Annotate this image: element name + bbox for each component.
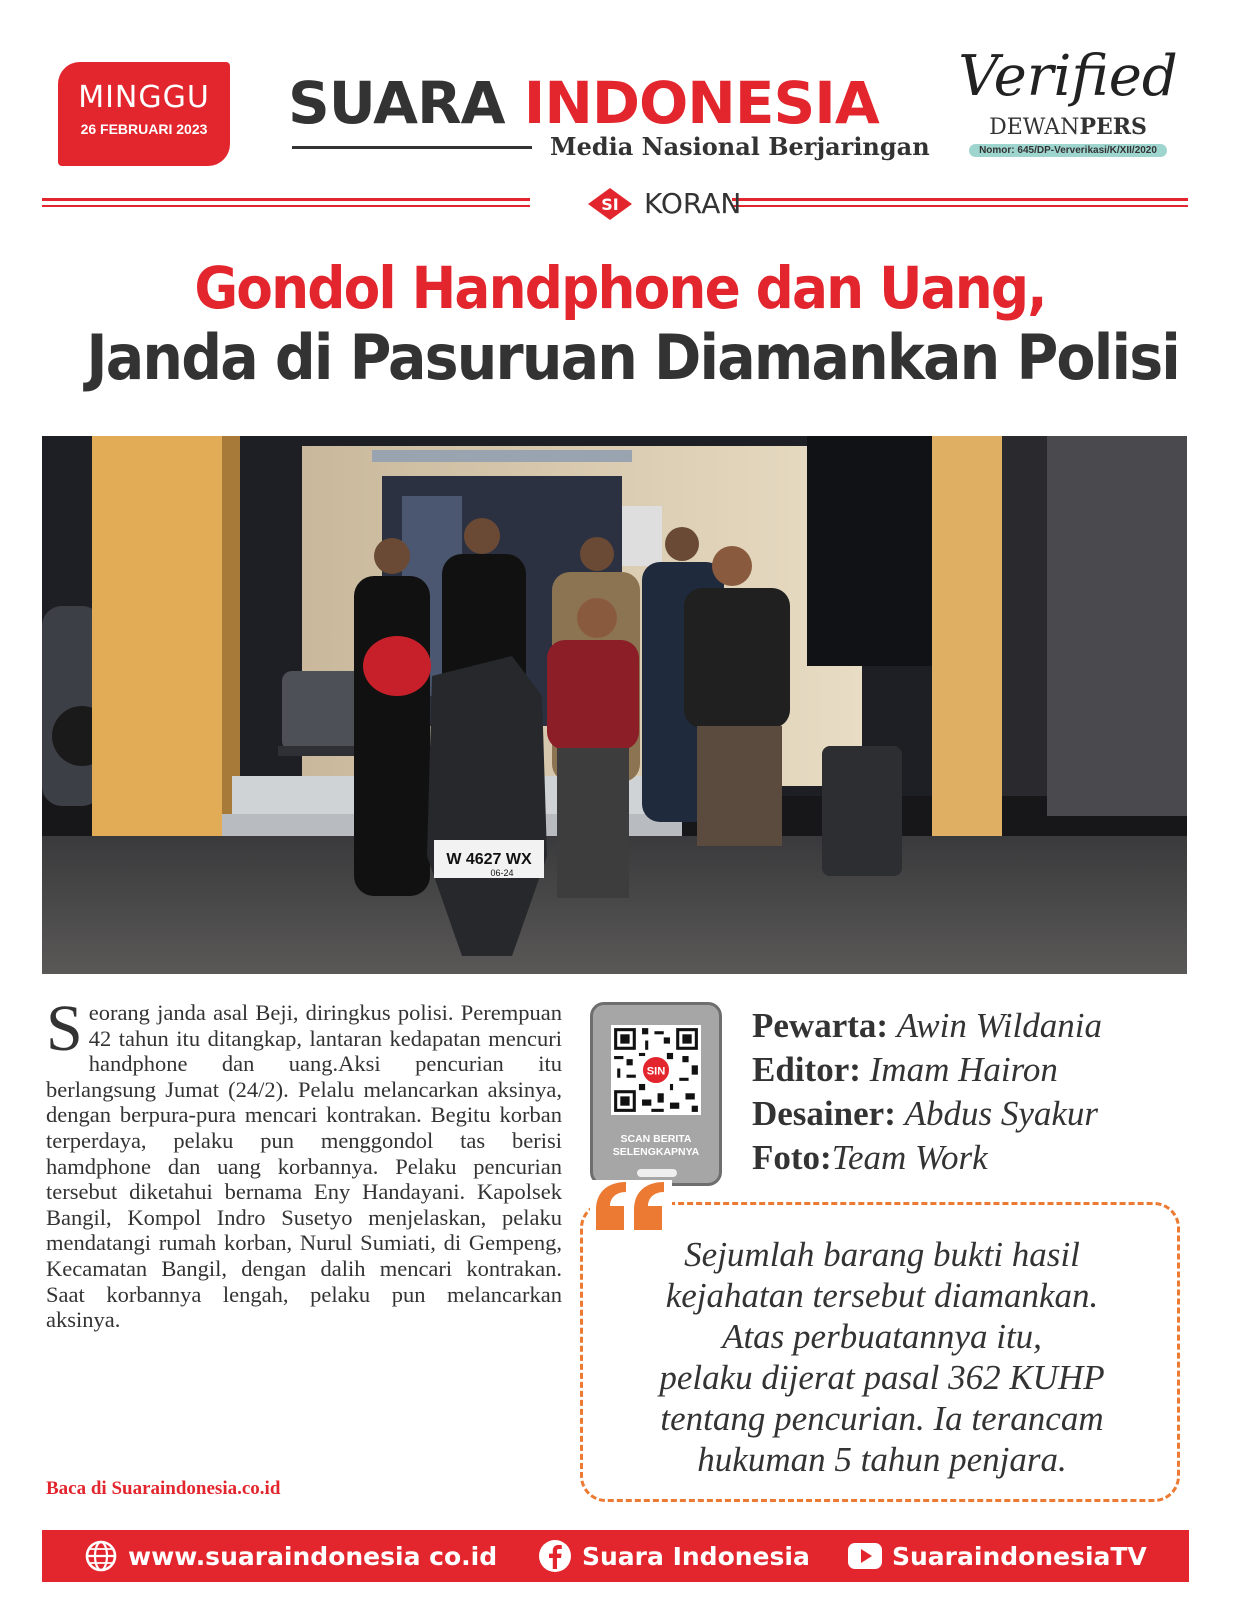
newspaper-logo[interactable] — [288, 70, 938, 170]
credit-editor-name: Imam Hairon — [869, 1050, 1058, 1089]
headline-line1: Gondol Handphone dan Uang, — [194, 254, 1046, 322]
qr-center-badge: SIN — [646, 1065, 666, 1078]
globe-icon — [84, 1539, 118, 1573]
dewan-pers-label-b: PERS — [1079, 114, 1147, 140]
credit-desainer-label: Desainer: — [752, 1094, 896, 1133]
read-more-link[interactable]: Baca di Suaraindonesia.co.id — [46, 1478, 281, 1499]
section-name: KORAN — [644, 187, 742, 220]
credit-desainer — [752, 1092, 1102, 1136]
qr-scan-card[interactable] — [590, 1002, 722, 1186]
quote-line: kejahatan tersebut diamankan. — [665, 1276, 1099, 1315]
footer-bar — [42, 1530, 1189, 1582]
section-rule-left — [42, 198, 530, 207]
license-plate-expiry: 06-24 — [490, 868, 514, 878]
police-station-photo-illustration — [42, 436, 1187, 974]
date-label: 26 FEBRUARI 2023 — [80, 121, 208, 137]
si-logo-text: SI — [601, 195, 619, 214]
footer-website-link[interactable] — [84, 1530, 497, 1582]
brand-name — [288, 70, 938, 136]
qr-caption — [593, 1133, 719, 1159]
dewan-pers-label — [948, 114, 1188, 140]
credit-foto — [752, 1136, 1102, 1180]
day-label: MINGGU — [78, 80, 210, 115]
credit-pewarta-label: Pewarta: — [752, 1006, 889, 1045]
section-rule-right — [732, 198, 1188, 207]
license-plate: W 4627 WX — [446, 851, 532, 868]
quote-line: Atas perbuatannya itu, — [722, 1317, 1042, 1356]
pull-quote-text — [604, 1234, 1160, 1480]
news-photo — [42, 436, 1187, 974]
footer-facebook-link[interactable] — [538, 1530, 810, 1582]
credit-pewarta — [752, 1004, 1102, 1048]
verification-number: Nomor: 645/DP-Ververikasi/K/XII/2020 — [969, 144, 1167, 157]
facebook-icon — [538, 1539, 572, 1573]
footer-website-label: www.suaraindonesia co.id — [128, 1541, 498, 1571]
si-diamond-icon — [588, 188, 632, 220]
quote-line: hukuman 5 tahun penjara. — [697, 1440, 1067, 1479]
credit-editor — [752, 1048, 1102, 1092]
drop-cap: S — [46, 992, 83, 1065]
brand-name-part1: SUARA — [288, 69, 505, 137]
quote-line: tentang pencurian. Ia terancam — [660, 1399, 1104, 1438]
article-body — [46, 992, 562, 1333]
headline-line2: Janda di Pasuruan Diamankan Polisi — [86, 321, 1180, 394]
credit-desainer-name: Abdus Syakur — [904, 1094, 1099, 1133]
footer-facebook-label: Suara Indonesia — [582, 1541, 810, 1571]
brand-name-part2: INDONESIA — [523, 69, 879, 137]
tagline: Media Nasional Berjaringan — [550, 132, 930, 161]
article-credits — [752, 1004, 1102, 1180]
headline — [40, 250, 1200, 398]
qr-caption-line1: SCAN BERITA — [620, 1133, 692, 1145]
quote-line: Sejumlah barang bukti hasil — [684, 1235, 1080, 1274]
credit-foto-label: Foto: — [752, 1138, 832, 1177]
credit-foto-name: Team Work — [831, 1138, 988, 1177]
footer-youtube-link[interactable] — [848, 1530, 1147, 1582]
qr-code-icon[interactable] — [611, 1025, 701, 1115]
verified-dewan-pers-badge — [948, 42, 1188, 172]
date-badge — [58, 62, 230, 166]
qr-caption-line2: SELENGKAPNYA — [612, 1146, 700, 1158]
footer-youtube-label: SuaraindonesiaTV — [892, 1541, 1147, 1571]
quote-line: pelaku dijerat pasal 362 KUHP — [659, 1358, 1105, 1397]
youtube-icon — [848, 1543, 882, 1569]
tagline-rule — [292, 146, 532, 149]
dewan-pers-label-a: DEWAN — [989, 115, 1080, 140]
article-text: eorang janda asal Beji, diringkus polisi. Perempuan 42 tahun itu ditangkap, lantaran kedapatan mencuri handphone dan uang.Aksi pencurian itu berlangsung Jumat (24/2). Pelalu melancarkan aksinya, dengan berpura-pura mencari kontrakan. Begitu korban terperdaya, pelaku pun menggondol tas berisi hamdphone dan uang korbannya. Pelaku pencurian tersebut diketahui bernama Eny Handayani. Kapolsek Bangil, Kompol Indro Susetyo menjelaskan, pelaku mendatangi rumah korban, Nurul Sumiati, di Gempeng, Kecamatan Bangil, dengan dalih mencari kontrakan. Saat korbannya lengah, pelaku pun melancarkan aksinya. — [46, 1000, 562, 1333]
section-bar — [42, 188, 1188, 220]
credit-pewarta-name: Awin Wildania — [896, 1006, 1102, 1045]
credit-editor-label: Editor: — [752, 1050, 861, 1089]
verified-script: Verified — [958, 44, 1178, 109]
phone-home-bar — [637, 1169, 677, 1177]
